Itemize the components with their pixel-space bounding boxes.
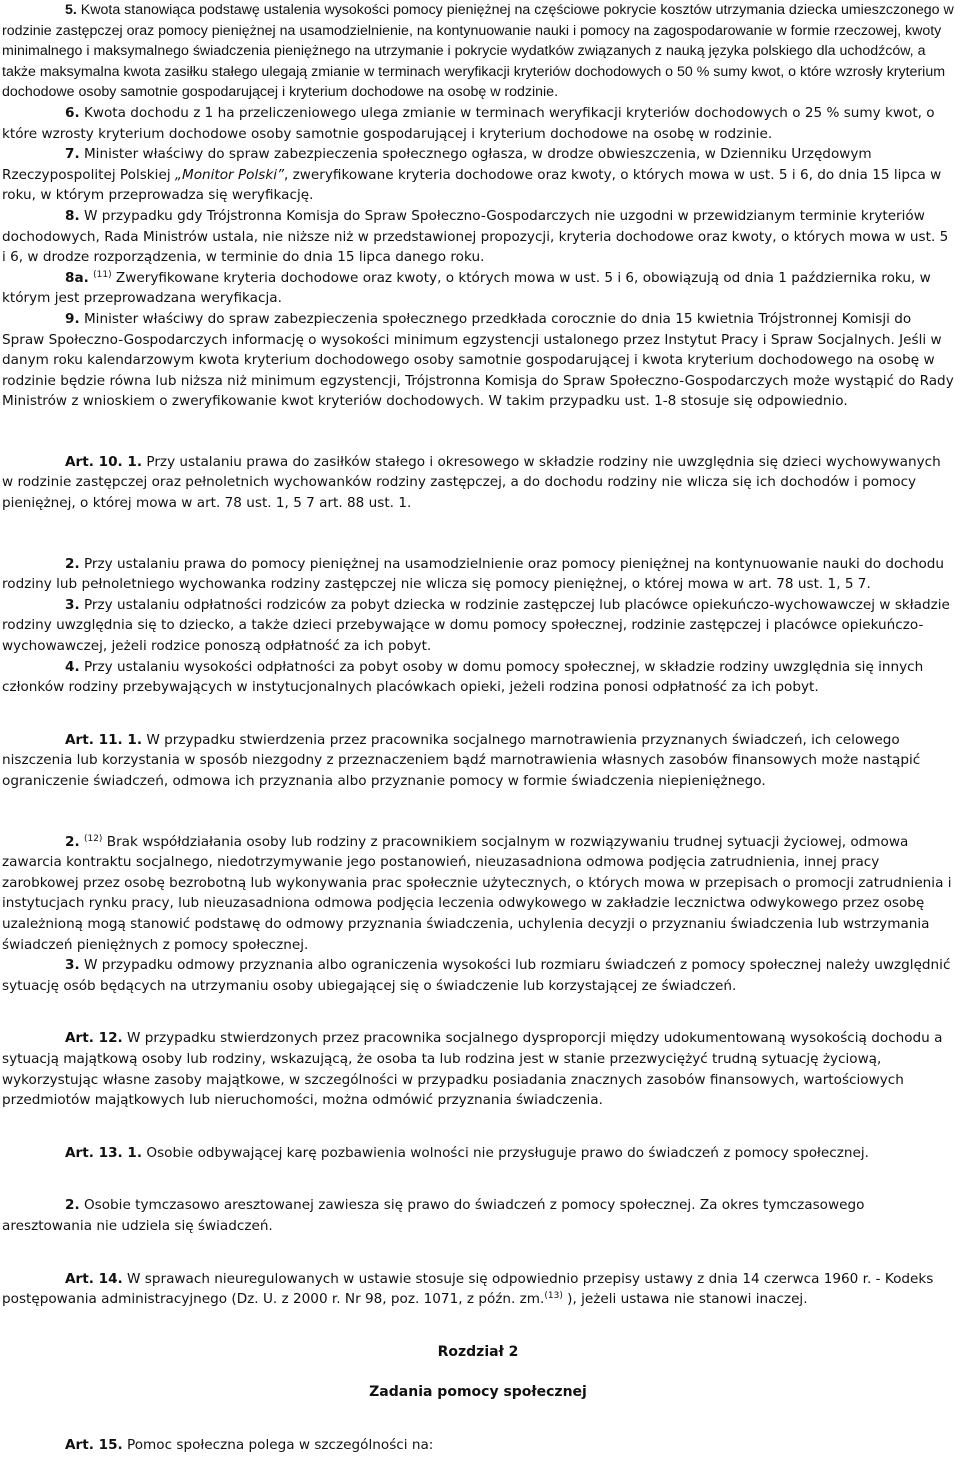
- paragraph-8a: [2, 268, 954, 309]
- footnote-ref: (13): [544, 1291, 563, 1302]
- article-11-para-2: [2, 832, 954, 956]
- journal-title: „Monitor Polski”: [174, 166, 285, 183]
- article-text: Pomoc społeczna polega w szczególności na:: [122, 1436, 434, 1453]
- chapter-title: Rozdział 2: [437, 1343, 519, 1360]
- paragraph-text: W przypadku odmowy przyznania albo ograniczenia wysokości lub rozmiaru świadczeń z pomocy społecznej należy uwzględnić sytuację osób będących na utrzymaniu osoby ubiegającej się o świadczenie lub korzystającej ze świadczeń.: [2, 957, 951, 994]
- article-13: [2, 1143, 954, 1164]
- article-number: Art. 14.: [65, 1270, 123, 1287]
- paragraph-number: 4.: [65, 658, 80, 675]
- article-11: [2, 730, 954, 792]
- article-10-para-4: [2, 657, 954, 698]
- paragraph-text: Przy ustalaniu odpłatności rodziców za pobyt dziecka w rodzinie zastępczej lub placówce opiekuńczo-wychowawczej w składzie rodziny uwzględnia się to dziecko, a także dzieci przebywające w domu pomocy społecznej, rodzinie zastępczej i placówce opiekuńczo-wychowawczej, jeżeli rodzice ponoszą odpłatność za ich pobyt.: [2, 596, 950, 655]
- article-text: W przypadku stwierdzonych przez pracownika socjalnego dysproporcji między udokumentowaną wysokością dochodu a sytuacją majątkową osoby lub rodziny, wskazującą, że osoba ta lub rodzina jest w stanie przezwyciężyć trudną sytuację życiową, wykorzystując własne zasoby majątkowe, w szczególności w przypadku posiadania znacznych zasobów finansowych, wartościowych przedmiotów majątkowych lub nieruchomości, można odmówić przyznania świadczenia.: [2, 1030, 943, 1109]
- article-11-para-3: [2, 955, 954, 996]
- paragraph-number: 2.: [65, 555, 80, 572]
- paragraph-8: [2, 206, 954, 268]
- paragraph-text: Osobie tymczasowo aresztowanej zawiesza się prawo do świadczeń z pomocy społecznej. Za okres tymczasowego aresztowania nie udziela się świadczeń.: [2, 1197, 865, 1234]
- paragraph-9: [2, 309, 954, 412]
- article-number: Art. 11. 1.: [65, 731, 143, 748]
- paragraph-number: 8a.: [65, 269, 89, 286]
- footnote-ref: (11): [93, 269, 112, 280]
- paragraph-text: Kwota stanowiąca podstawę ustalenia wysokości pomocy pieniężnej na częściowe pokrycie kosztów utrzymania dziecka umieszczonego w rodzinie zastępczej oraz pomocy pieniężnej na usamodzielnienie, na kontynuowanie nauki i pomocy na zagospodarowanie w formie rzeczowej, kwoty minimalnego i maksymalnego świadczenia pieniężnego na utrzymanie i pokrycie wydatków związanych z nauką języka polskiego dla uchodźców, a także maksymalna kwota zasiłku stałego ulegają zmianie w terminach weryfikacji kryteriów dochodowych o 50 % sumy kwot, o które wzrosły kryterium dochodowe osoby samotnie gospodarującej i kryterium dochodowe na osobę w rodzinie.: [2, 2, 954, 101]
- paragraph-number: 9.: [65, 310, 80, 327]
- paragraph-5: [2, 0, 954, 103]
- chapter-subtitle: Zadania pomocy społecznej: [369, 1384, 587, 1401]
- paragraph-text: , zweryfikowane kryteria dochodowe oraz kwoty, o których mowa w ust. 5 i 6, do dnia 15 lipca w roku, w którym przeprowadza się weryfikację.: [2, 166, 942, 204]
- paragraph-number: 7.: [65, 146, 80, 163]
- article-number: Art. 15.: [65, 1436, 123, 1453]
- article-14: [2, 1269, 954, 1310]
- paragraph-6: [2, 103, 954, 144]
- paragraph-text: Brak współdziałania osoby lub rodziny z pracownikiem socjalnym w rozwiązywaniu trudnej sytuacji życiowej, odmowa zawarcia kontraktu socjalnego, niedotrzymywanie jego postanowień, nieuzasadniona odmowa podjęcia zatrudnienia, innej pracy zarobkowej przez osobę bezrobotną lub wykonywania prac społecznie użytecznych, o których mowa w przepisach o promocji zatrudnienia i instytucjach rynku pracy, lub nieuzasadniona odmowa podjęcia leczenia odwykowego w zakładzie lecznictwa odwykowego przez osobę uzależnioną mogą stanowić podstawę do odmowy przyznania świadczenia, uchylenia decyzji o przyznaniu świadczenia lub wstrzymania świadczeń pieniężnych z pomocy społecznej.: [2, 833, 952, 953]
- paragraph-number: 5.: [65, 2, 77, 18]
- article-12: [2, 1028, 954, 1110]
- paragraph-text: W przypadku gdy Trójstronna Komisja do Spraw Społeczno-Gospodarczych nie uzgodni w przewidzianym terminie kryteriów dochodowych, Rada Ministrów ustala, nie niższe niż w przedstawionej propozycji, kryteria dochodowe oraz kwoty, o których mowa w ust. 5 i 6, w drodze rozporządzenia, w terminie do dnia 15 lipca danego roku.: [2, 207, 949, 266]
- article-number: Art. 10. 1.: [65, 453, 143, 470]
- paragraph-number: 8.: [65, 207, 80, 224]
- article-text: W sprawach nieuregulowanych w ustawie stosuje się odpowiednio przepisy ustawy z dnia 14 czerwca 1960 r. - Kodeks postępowania administracyjnego (Dz. U. z 2000 r. Nr 98, poz. 1071, z późn. zm.: [2, 1270, 934, 1308]
- article-text: Osobie odbywającej karę pozbawienia wolności nie przysługuje prawo do świadczeń z pomocy społecznej.: [142, 1144, 869, 1161]
- article-15: [2, 1435, 954, 1456]
- article-13-para-2: [2, 1195, 954, 1236]
- paragraph-number: 2.: [65, 1197, 80, 1214]
- paragraph-text: Minister właściwy do spraw zabezpieczenia społecznego przedkłada corocznie do dnia 15 kwietnia Trójstronnej Komisji do Spraw Społeczno-Gospodarczych informację o wysokości minimum egzystencji ustalonego przez Instytut Pracy i Spraw Socjalnych. Jeśli w danym roku kalendarzowym kwota kryterium dochodowego osoby samotnie gospodarującej i kwota kryterium dochodowego na osobę w rodzinie będzie równa lub niższa niż minimum egzystencji, Trójstronna Komisja do Spraw Społeczno-Gospodarczych może wystąpić do Rady Ministrów z wnioskiem o zweryfikowanie kwot kryteriów dochodowych. W takim przypadku ust. 1-8 stosuje się odpowiednio.: [2, 310, 954, 410]
- article-text: ), jeżeli ustawa nie stanowi inaczej.: [562, 1291, 808, 1308]
- paragraph-number: 3.: [65, 596, 80, 613]
- paragraph-text: Minister właściwy do spraw zabezpieczenia społecznego ogłasza, w drodze obwieszczenia, w Dzienniku Urzędowym Rzeczypospolitej Polskiej: [2, 146, 872, 183]
- paragraph-7: [2, 144, 954, 206]
- paragraph-text: Przy ustalaniu wysokości odpłatności za pobyt osoby w domu pomocy społecznej, w składzie rodziny uwzględnia się innych członków rodziny przebywających w instytucjonalnych placówkach opieki, jeżeli rodzina ponosi odpłatność za ich pobyt.: [2, 658, 924, 696]
- article-number: Art. 13. 1.: [65, 1144, 143, 1161]
- article-10-para-3: [2, 595, 954, 657]
- paragraph-number: 6.: [65, 104, 80, 121]
- article-number: Art. 12.: [65, 1030, 123, 1047]
- footnote-ref: (12): [83, 833, 103, 844]
- article-text: Przy ustalaniu prawa do zasiłków stałego i okresowego w składzie rodziny nie uwzględnia się dzieci wychowywanych w rodzinie zastępczej oraz pełnoletnich wychowanków rodziny zastępczej, a do dochodu rodziny nie wlicza się ich dochodów i pomocy pieniężnej, o której mowa w art. 78 ust. 1, 5 7 art. 88 ust. 1.: [2, 453, 941, 512]
- article-text: W przypadku stwierdzenia przez pracownika socjalnego marnotrawienia przyznanych świadczeń, ich celowego niszczenia lub korzystania w sposób niezgodny z przeznaczeniem bądź marnotrawienia własnych zasobów finansowych może nastąpić ograniczenie świadczeń, odmowa ich przyznania albo przyznanie pomocy w formie świadczenia niepieniężnego.: [2, 731, 921, 789]
- paragraph-number: 3.: [65, 957, 80, 974]
- paragraph-text: Zweryfikowane kryteria dochodowe oraz kwoty, o których mowa w ust. 5 i 6, obowiązują od dnia 1 października roku, w którym jest przeprowadzana weryfikacja.: [2, 269, 931, 307]
- article-10: [2, 452, 954, 514]
- paragraph-text: Kwota dochodu z 1 ha przeliczeniowego ulega zmianie w terminach weryfikacji kryteriów dochodowych o 25 % sumy kwot, o które wzrosty kryterium dochodowe osoby samotnie gospodarującej i kryterium dochodowe na osobę w rodzinie.: [2, 104, 935, 142]
- article-10-para-2: [2, 554, 954, 595]
- paragraph-number: 2.: [65, 833, 80, 850]
- paragraph-text: Przy ustalaniu prawa do pomocy pieniężnej na usamodzielnienie oraz pomocy pieniężnej na kontynuowanie nauki do dochodu rodziny lub pełnoletniego wychowanka rodziny zastępczej nie wlicza się pomocy pieniężnej, o której mowa w art. 78 ust. 1, 5 7.: [2, 555, 945, 593]
